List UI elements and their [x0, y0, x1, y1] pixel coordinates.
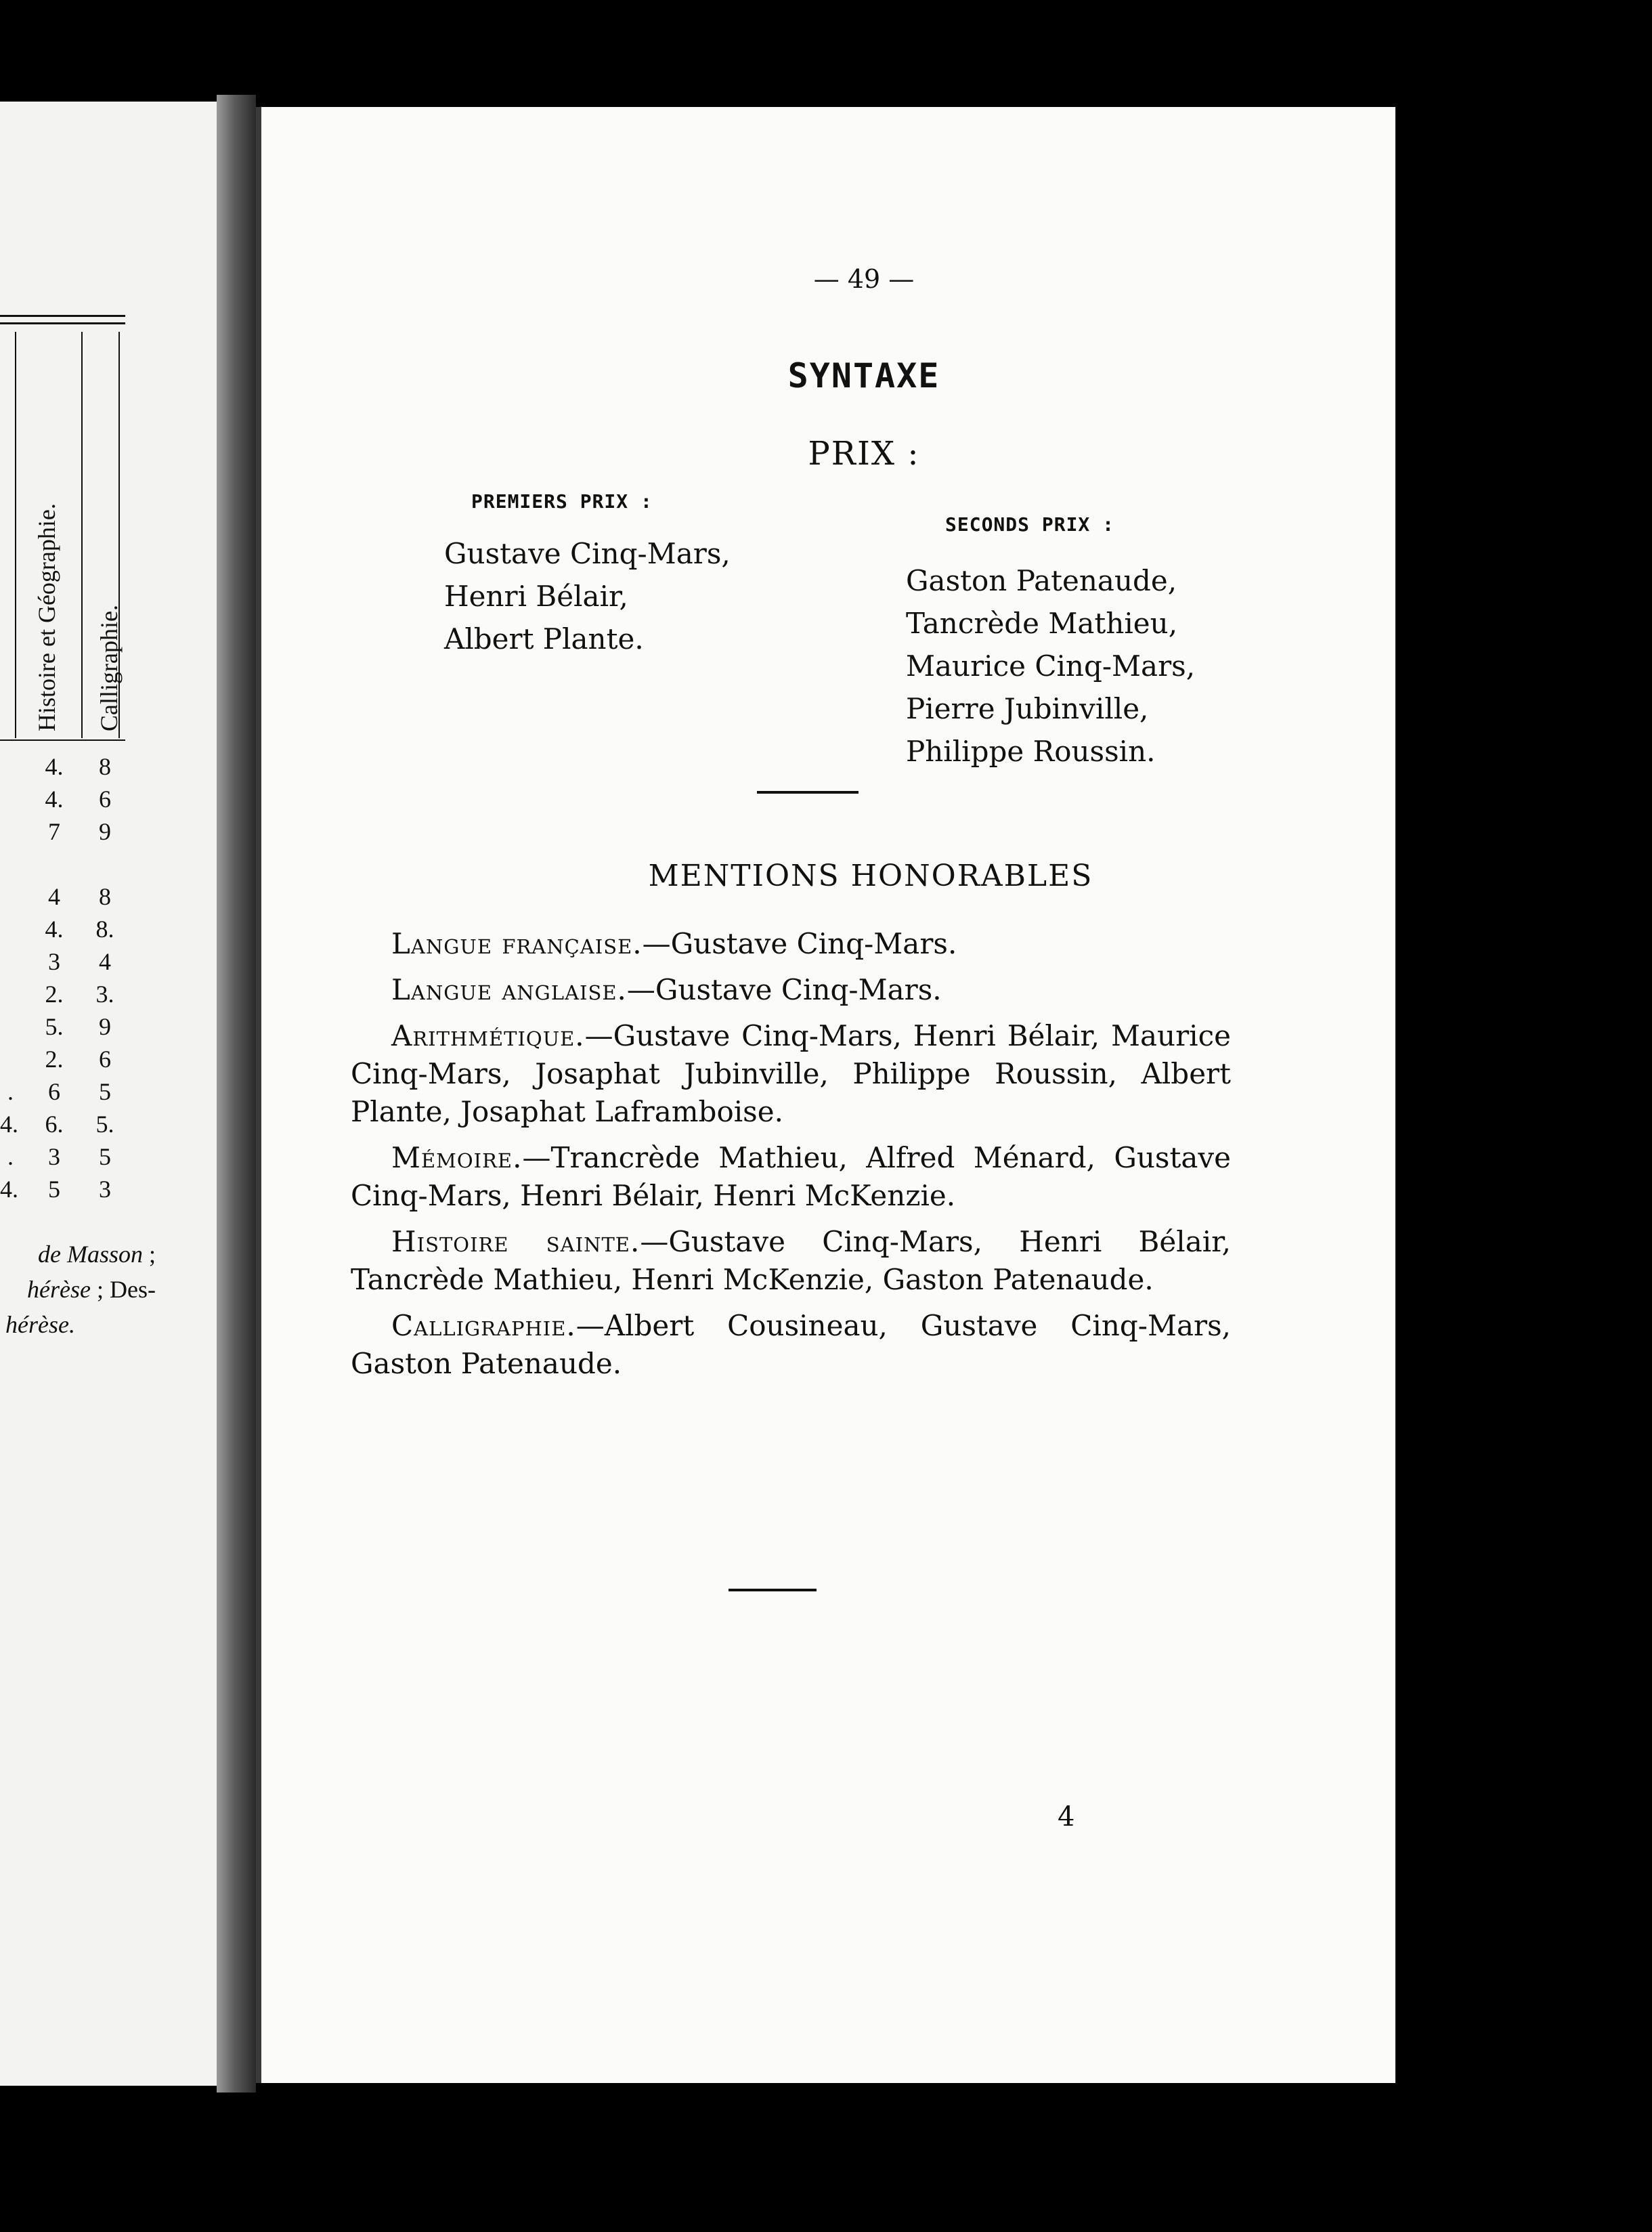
mention-text: —Trancrède Mathieu, Alfred Ménard, Gustave Cinq-Mars, Henri Bélair, Henri McKenzie.: [351, 1141, 1231, 1212]
table-cell: [0, 1043, 14, 1075]
table-cell: .: [7, 1078, 14, 1105]
note-italic: de Masson: [37, 1241, 143, 1268]
section-divider: [757, 791, 858, 794]
mention-paragraph: [351, 925, 1231, 963]
page-number: — 49 —: [813, 264, 915, 294]
table-cell: [0, 783, 14, 815]
calligraphie-column: [85, 750, 125, 1205]
table-cell: [0, 945, 14, 978]
mentions-title: MENTIONS HONORABLES: [648, 859, 1093, 893]
mention-subject: Mémoire.: [391, 1141, 523, 1174]
mention-paragraph: [351, 1017, 1231, 1131]
end-divider: [729, 1589, 817, 1591]
table-cell: 4.: [0, 1176, 18, 1203]
column-divider: [81, 332, 83, 738]
table-cell: [30, 848, 78, 880]
table-cell: 9: [99, 818, 111, 845]
mention-subject: Langue anglaise.: [391, 973, 627, 1006]
left-page-note: [0, 1237, 156, 1342]
table-cell: 5: [99, 1078, 111, 1105]
table-cell: 9: [99, 1013, 111, 1040]
list-item: Henri Bélair,: [444, 580, 628, 613]
table-cell: 4: [48, 883, 60, 910]
section-title: SYNTAXE: [787, 356, 940, 395]
table-cell: 8: [99, 883, 111, 910]
prefix-column: [0, 750, 18, 1205]
column-header-histoire: Histoire et Géographie.: [33, 503, 60, 731]
column-header-calligraphie: Calligraphie.: [95, 605, 123, 731]
table-cell: [85, 848, 125, 880]
mentions-list: [351, 925, 1231, 1391]
document-page: [256, 107, 1395, 2083]
list-item: Philippe Roussin.: [906, 735, 1156, 768]
table-cell: [0, 848, 14, 880]
table-top-rule-second: [0, 322, 125, 324]
table-cell: 3: [48, 1143, 60, 1170]
mention-text: —Albert Cousineau, Gustave Cinq-Mars, Gaston Patenaude.: [351, 1309, 1231, 1380]
mention-subject: Langue française.: [391, 927, 643, 960]
mention-subject: Calligraphie.: [391, 1309, 576, 1342]
table-cell: [0, 978, 14, 1010]
book-binding: [217, 95, 256, 2092]
list-item: Gaston Patenaude,: [906, 564, 1177, 597]
seconds-prix-list: [906, 559, 1195, 773]
seconds-prix-heading: SECONDS PRIX :: [945, 513, 1115, 536]
list-item: Pierre Jubinville,: [906, 692, 1149, 725]
mention-subject: Arithmétique.: [391, 1019, 585, 1052]
table-header-rule: [0, 739, 125, 741]
table-cell: 8: [99, 753, 111, 780]
table-top-rule: [0, 315, 125, 317]
mention-text: —Gustave Cinq-Mars, Henri Bélair, Tancrède Mathieu, Henri McKenzie, Gaston Patenaude.: [351, 1225, 1231, 1296]
table-cell: [0, 913, 14, 945]
mention-subject: Histoire sainte.: [391, 1225, 640, 1258]
prix-title: PRIX :: [808, 435, 920, 473]
previous-page-fragment: [0, 102, 217, 2086]
note-italic: hérèse.: [5, 1311, 75, 1338]
table-cell: 3.: [95, 981, 114, 1008]
premiers-prix-heading: PREMIERS PRIX :: [471, 490, 653, 513]
table-cell: 3: [99, 1176, 111, 1203]
mention-text: —Gustave Cinq-Mars.: [626, 973, 942, 1006]
table-cell: 3: [48, 948, 60, 975]
table-cell: 7: [48, 818, 60, 845]
table-cell: 4.: [45, 786, 64, 813]
table-cell: 5.: [45, 1013, 64, 1040]
table-cell: 5: [99, 1143, 111, 1170]
mention-paragraph: [351, 1139, 1231, 1215]
table-cell: .: [7, 1143, 14, 1170]
table-cell: 6: [99, 1046, 111, 1073]
column-divider: [15, 332, 16, 738]
mention-paragraph: [351, 1307, 1231, 1383]
table-cell: 2.: [45, 981, 64, 1008]
note-text: ; Des-: [91, 1276, 156, 1303]
table-cell: 6.: [45, 1111, 64, 1138]
mention-text: —Gustave Cinq-Mars, Henri Bélair, Maurice Cinq-Mars, Josaphat Jubinville, Philippe Roussin, Albert Plante, Josaphat Laframboise.: [351, 1019, 1231, 1128]
table-cell: 6: [99, 786, 111, 813]
table-cell: 4.: [45, 916, 64, 943]
note-italic: hérèse: [27, 1276, 91, 1303]
list-item: Tancrède Mathieu,: [906, 607, 1178, 640]
table-cell: 5.: [95, 1111, 114, 1138]
list-item: Albert Plante.: [444, 622, 644, 656]
list-item: Maurice Cinq-Mars,: [906, 649, 1196, 683]
table-cell: [0, 1010, 14, 1043]
premiers-prix-list: [444, 532, 731, 660]
table-cell: 4.: [0, 1111, 18, 1138]
mention-text: —Gustave Cinq-Mars.: [642, 927, 957, 960]
table-cell: [0, 880, 14, 913]
mention-paragraph: [351, 1223, 1231, 1299]
note-text: ;: [142, 1241, 156, 1268]
table-cell: 4.: [45, 753, 64, 780]
table-cell: 2.: [45, 1046, 64, 1073]
table-cell: 8.: [95, 916, 114, 943]
table-cell: 4: [99, 948, 111, 975]
signature-mark: 4: [1058, 1801, 1075, 1832]
table-cell: 6: [48, 1078, 60, 1105]
table-cell: 5: [48, 1176, 60, 1203]
list-item: Gustave Cinq-Mars,: [444, 537, 731, 570]
table-cell: [0, 750, 14, 783]
mention-paragraph: [351, 971, 1231, 1009]
histoire-column: [30, 750, 78, 1205]
table-cell: [0, 815, 14, 848]
